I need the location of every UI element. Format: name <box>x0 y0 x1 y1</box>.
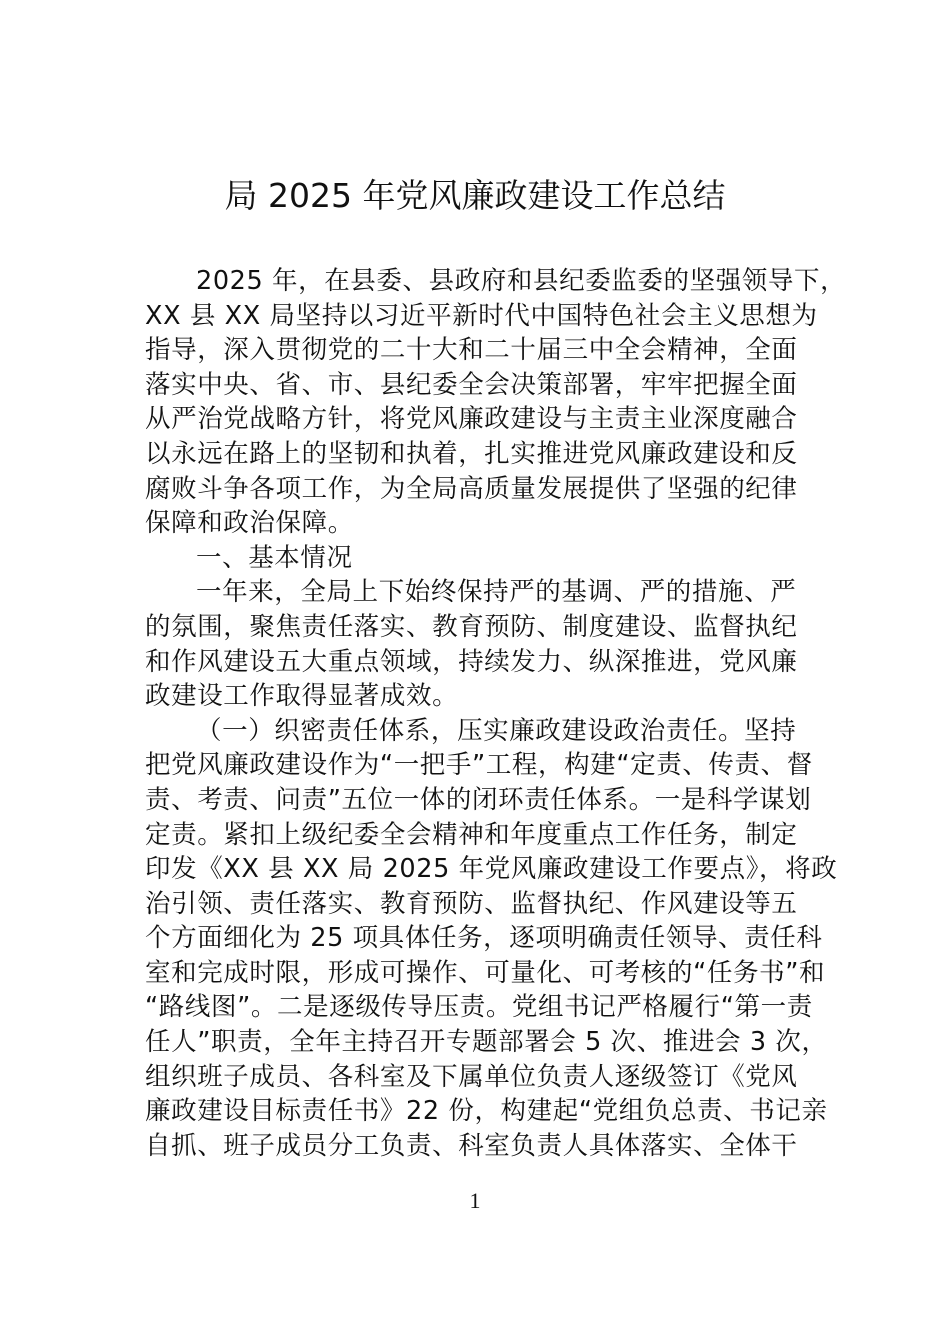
page-number: 1 <box>469 1188 481 1213</box>
paragraph-intro-line: 腐败斗争各项工作，为全局高质量发展提供了坚强的纪律 <box>145 473 798 504</box>
subsection-responsibility-line: 把党风廉政建设作为“一把手”工程，构建“定责、传责、督 <box>145 750 813 781</box>
paragraph-intro-line: 从严治党战略方针，将党风廉政建设与主责主业深度融合 <box>145 404 798 435</box>
subsection-responsibility-line: （一）织密责任体系，压实廉政建设政治责任。坚持 <box>196 715 797 746</box>
subsection-responsibility-line: 廉政建设目标责任书》22 份，构建起“党组负总责、书记亲 <box>145 1096 828 1127</box>
subsection-responsibility-line: 室和完成时限，形成可操作、可量化、可考核的“任务书”和 <box>145 957 826 988</box>
subsection-responsibility-line: 组织班子成员、各科室及下属单位负责人逐级签订《党风 <box>145 1061 798 1092</box>
paragraph-overview-line: 一年来，全局上下始终保持严的基调、严的措施、严 <box>196 577 797 608</box>
subsection-responsibility-line: “路线图”。二是逐级传导压责。党组书记严格履行“第一责 <box>145 992 813 1023</box>
document-title: 局 2025 年党风廉政建设工作总结 <box>224 176 726 215</box>
subsection-responsibility-line: 治引领、责任落实、教育预防、监督执纪、作风建设等五 <box>145 888 798 919</box>
subsection-responsibility-line: 定责。紧扣上级纪委全会精神和年度重点工作任务，制定 <box>145 819 798 850</box>
paragraph-overview-line: 和作风建设五大重点领域，持续发力、纵深推进，党风廉 <box>145 646 798 677</box>
paragraph-overview-line: 政建设工作取得显著成效。 <box>145 681 459 712</box>
document-body <box>145 264 847 1163</box>
subsection-responsibility-line: 责、考责、问责”五位一体的闭环责任体系。一是科学谋划 <box>145 784 812 815</box>
subsection-responsibility-line: 自抓、班子成员分工负责、科室负责人具体落实、全体干 <box>145 1130 798 1161</box>
paragraph-intro-line: 落实中央、省、市、县纪委全会决策部署，牢牢把握全面 <box>145 369 798 400</box>
paragraph-overview-line: 的氛围，聚焦责任落实、教育预防、制度建设、监督执纪 <box>145 611 798 642</box>
subsection-responsibility-line: 任人”职责，全年主持召开专题部署会 5 次、推进会 3 次， <box>145 1027 828 1058</box>
subsection-responsibility-line: 个方面细化为 25 项具体任务，逐项明确责任领导、责任科 <box>145 923 823 954</box>
paragraph-intro-line: XX 县 XX 局坚持以习近平新时代中国特色社会主义思想为 <box>145 300 818 331</box>
subsection-responsibility-line: 印发《XX 县 XX 局 2025 年党风廉政建设工作要点》，将政 <box>145 854 838 885</box>
section-heading-basic-situation: 一、基本情况 <box>196 542 353 573</box>
paragraph-intro-line: 保障和政治保障。 <box>145 508 354 539</box>
paragraph-intro-line: 2025 年，在县委、县政府和县纪委监委的坚强领导下， <box>196 266 847 296</box>
paragraph-intro-line: 以永远在路上的坚韧和执着，扎实推进党风廉政建设和反 <box>145 438 798 469</box>
paragraph-intro-line: 指导，深入贯彻党的二十大和二十届三中全会精神，全面 <box>145 335 798 366</box>
